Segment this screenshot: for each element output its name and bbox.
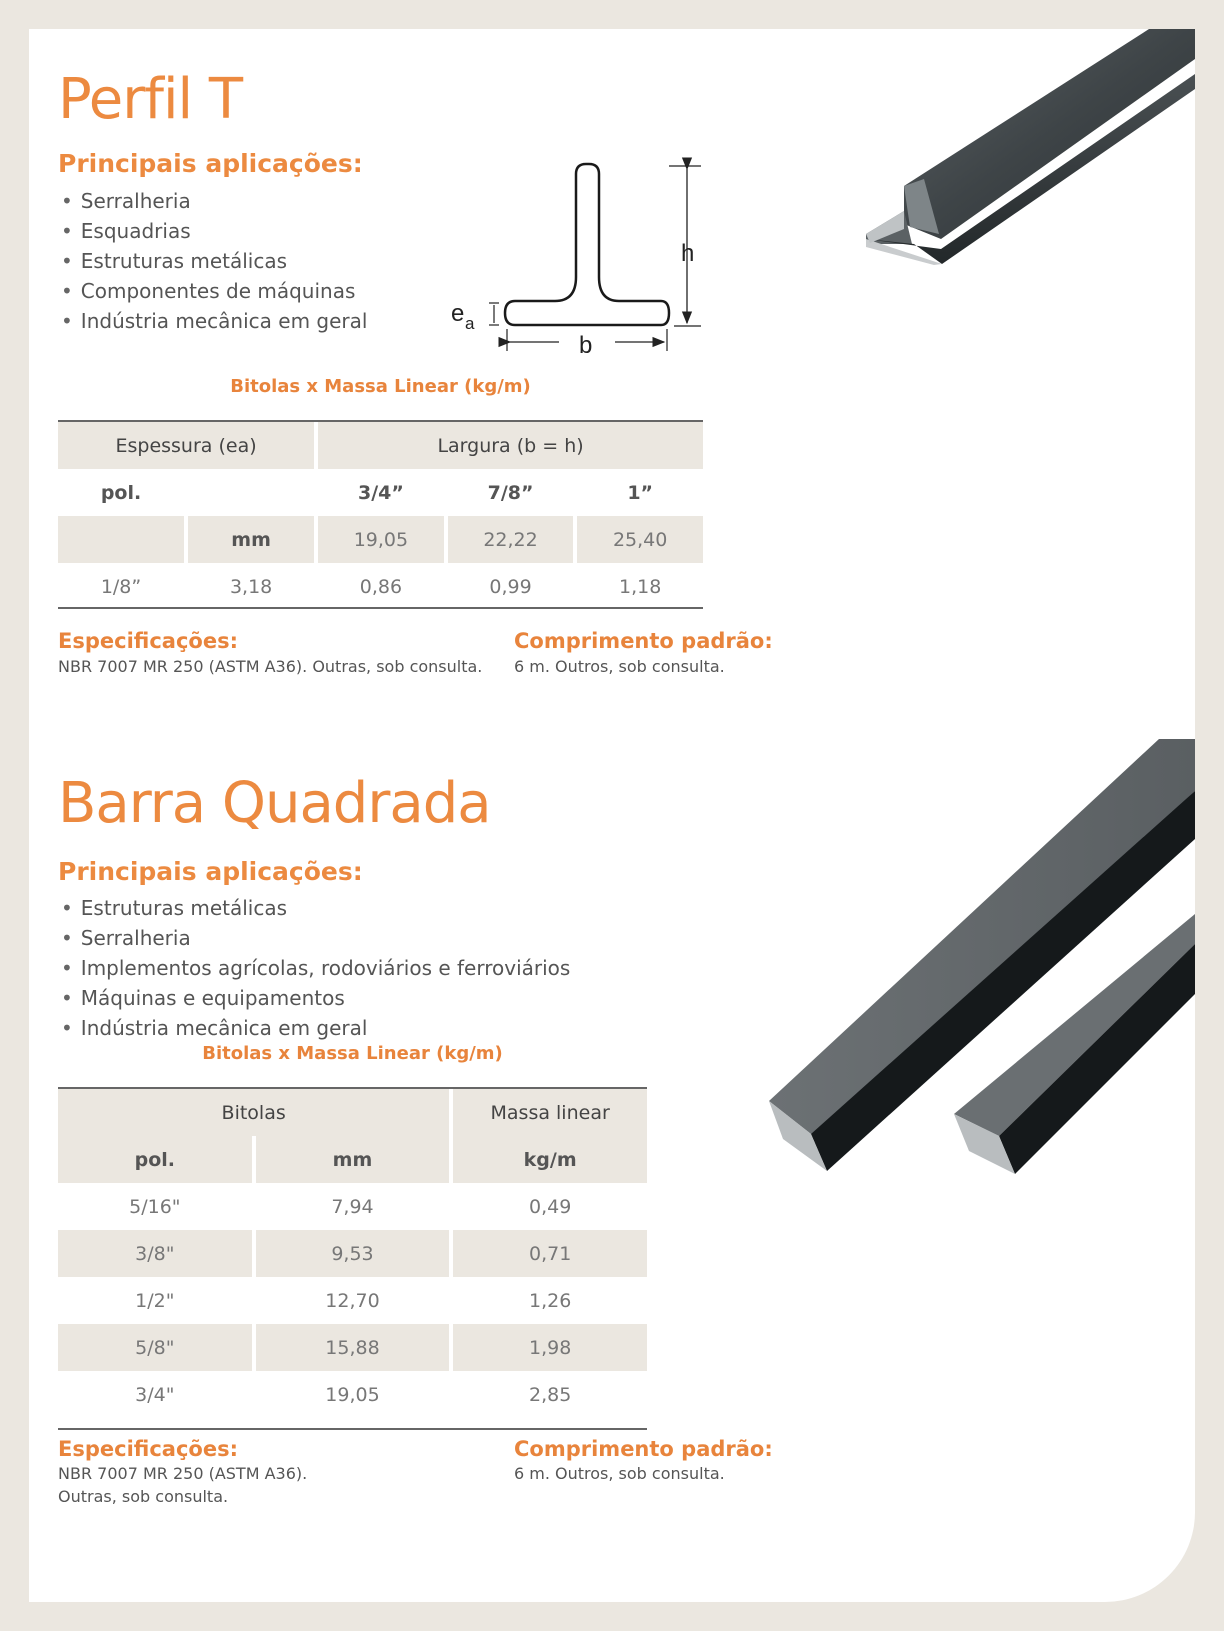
barra-table	[54, 1089, 651, 1418]
cell: 1,18	[619, 575, 662, 598]
cell: 0,99	[489, 575, 532, 598]
barra-table-caption: Bitolas x Massa Linear (kg/m)	[202, 1043, 503, 1064]
cell: 5/16"	[129, 1195, 181, 1218]
list-item: • Indústria mecânica em geral	[61, 309, 368, 333]
cell: 19,05	[325, 1383, 380, 1406]
size-pol: 1”	[627, 481, 654, 504]
diagram-b-label: b	[579, 332, 593, 359]
perfil-t-spec-text: NBR 7007 MR 250 (ASTM A36). Outras, sob consulta.	[58, 657, 483, 676]
diagram-e-label: e	[451, 300, 465, 327]
t-profile-diagram	[451, 129, 779, 379]
square-bars-photo	[769, 739, 1195, 1219]
header-mm: mm	[188, 516, 314, 563]
barra-spec-line2: Outras, sob consulta.	[58, 1487, 229, 1506]
barra-apps-heading: Principais aplicações:	[58, 857, 363, 886]
header-massa: Massa linear	[453, 1089, 647, 1136]
catalog-page	[29, 29, 1195, 1602]
barra-spec-line1: NBR 7007 MR 250 (ASTM A36).	[58, 1464, 308, 1483]
size-mm: 25,40	[577, 516, 703, 563]
list-item: • Serralheria	[61, 189, 191, 213]
header-pol: pol.	[100, 481, 142, 504]
table-row	[58, 1277, 647, 1324]
cell: 2,85	[529, 1383, 572, 1406]
cell: 0,49	[529, 1195, 572, 1218]
cell: 3,18	[229, 575, 273, 598]
cell: 3/4"	[135, 1383, 175, 1406]
size-mm: 19,05	[318, 516, 444, 563]
table-row	[58, 1371, 647, 1418]
table-row	[58, 563, 703, 610]
perfil-t-spec-heading: Especificações:	[58, 629, 238, 653]
barra-title: Barra Quadrada	[58, 771, 491, 836]
cell: 1,98	[453, 1324, 647, 1371]
cell: 9,53	[256, 1230, 450, 1277]
cell: 3/8"	[58, 1230, 252, 1277]
perfil-t-length-text: 6 m. Outros, sob consulta.	[514, 657, 725, 676]
size-pol: 3/4”	[357, 481, 404, 504]
cell: 1,26	[529, 1289, 572, 1312]
empty-cell	[188, 469, 314, 516]
table-bottom-rule	[58, 607, 703, 609]
size-mm: 22,22	[448, 516, 574, 563]
size-pol: 7/8”	[487, 481, 534, 504]
header-espessura: Espessura (ea)	[58, 422, 314, 469]
header-bitolas: Bitolas	[58, 1089, 449, 1136]
cell: 1/8”	[100, 575, 142, 598]
diagram-h-label: h	[681, 240, 695, 267]
cell: 1/2"	[135, 1289, 175, 1312]
list-item: • Máquinas e equipamentos	[61, 986, 345, 1010]
t-bar-photo	[864, 29, 1195, 279]
perfil-t-apps-list	[58, 186, 367, 336]
list-item: • Implementos agrícolas, rodoviários e ferroviários	[61, 956, 571, 980]
table-bottom-rule	[58, 1428, 647, 1430]
header-mm: mm	[256, 1136, 450, 1183]
cell: 0,86	[359, 575, 403, 598]
table-row	[58, 1183, 647, 1230]
list-item: • Indústria mecânica em geral	[61, 1016, 368, 1040]
header-largura: Largura (b = h)	[318, 422, 703, 469]
perfil-t-table	[54, 422, 707, 610]
list-item: • Serralheria	[61, 926, 191, 950]
header-kgm: kg/m	[453, 1136, 647, 1183]
perfil-t-length-heading: Comprimento padrão:	[514, 629, 773, 653]
table-row	[58, 1230, 647, 1277]
perfil-t-title: Perfil T	[58, 67, 243, 132]
cell: 0,71	[453, 1230, 647, 1277]
diagram-e-sub: a	[465, 314, 475, 333]
barra-apps-list	[58, 893, 570, 1043]
barra-length-heading: Comprimento padrão:	[514, 1437, 773, 1461]
cell: 15,88	[256, 1324, 450, 1371]
list-item: • Esquadrias	[61, 219, 191, 243]
cell: 5/8"	[58, 1324, 252, 1371]
barra-spec-heading: Especificações:	[58, 1437, 238, 1461]
empty-cell	[58, 516, 184, 563]
list-item: • Componentes de máquinas	[61, 279, 356, 303]
list-item: • Estruturas metálicas	[61, 896, 288, 920]
cell: 7,94	[331, 1195, 374, 1218]
perfil-t-apps-heading: Principais aplicações:	[58, 149, 363, 178]
barra-length-text: 6 m. Outros, sob consulta.	[514, 1464, 725, 1483]
header-pol: pol.	[58, 1136, 252, 1183]
list-item: • Estruturas metálicas	[61, 249, 288, 273]
perfil-t-table-caption: Bitolas x Massa Linear (kg/m)	[230, 376, 531, 397]
cell: 12,70	[325, 1289, 380, 1312]
table-row	[58, 1324, 647, 1371]
